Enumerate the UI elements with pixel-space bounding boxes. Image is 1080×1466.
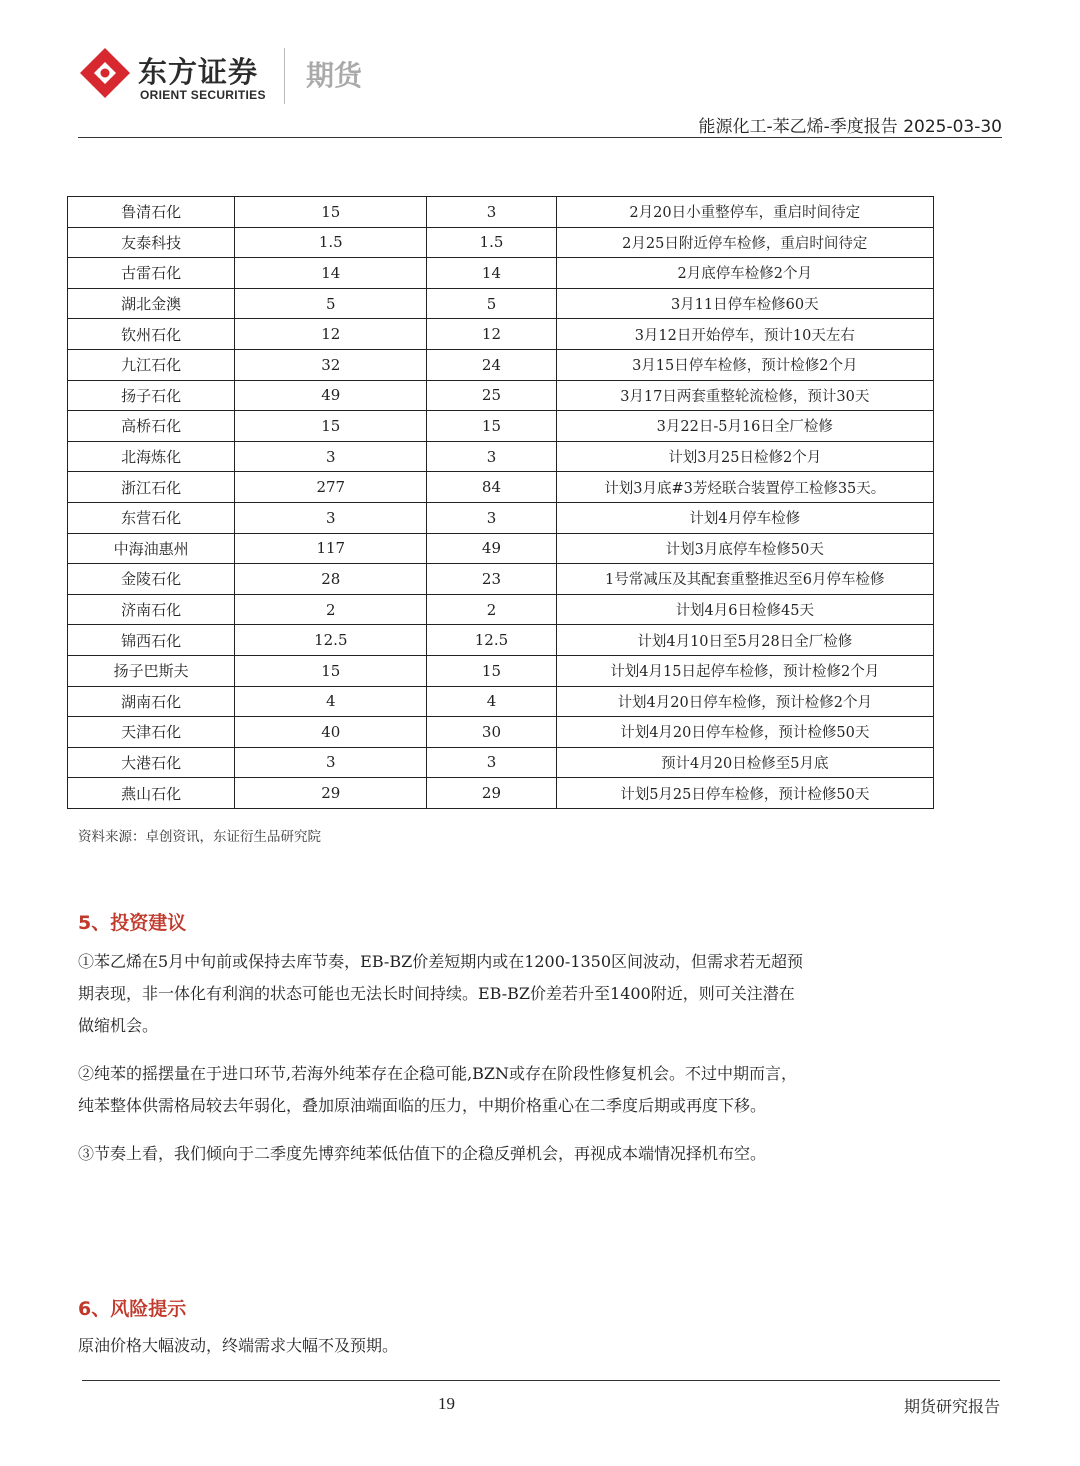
table-row [68,594,934,625]
maintenance-note-cell: 计划4月15日起停车检修，预计检修2个月 [556,655,933,686]
maintenance-note-cell: 计划4月10日至5月28日全厂检修 [556,625,933,656]
company-cell: 钦州石化 [68,319,235,350]
paragraph: ②纯苯的摇摆量在于进口环节,若海外纯苯存在企稳可能,BZN或存在阶段性修复机会。不过中期而言，纯苯整体供需格局较去年弱化，叠加原油端面临的压力，中期价格重心在二季度后期或再度下移。 [78,1064,798,1115]
capacity-cell: 12 [235,319,427,350]
company-cell: 扬子石化 [68,380,235,411]
affected-capacity-cell: 15 [427,655,556,686]
section-title-risk: 6、风险提示 [78,1298,187,1320]
table-row [68,380,934,411]
capacity-cell: 15 [235,411,427,442]
section-body-risk [78,1330,808,1362]
affected-capacity-cell: 4 [427,686,556,717]
maintenance-note-cell: 计划4月20日停车检修，预计检修2个月 [556,686,933,717]
affected-capacity-cell: 84 [427,472,556,503]
capacity-cell: 32 [235,349,427,380]
page-number: 19 [438,1394,455,1413]
company-cell: 浙江石化 [68,472,235,503]
affected-capacity-cell: 3 [427,197,556,228]
capacity-cell: 15 [235,655,427,686]
affected-capacity-cell: 3 [427,747,556,778]
capacity-cell: 277 [235,472,427,503]
affected-capacity-cell: 24 [427,349,556,380]
capacity-cell: 15 [235,197,427,228]
affected-capacity-cell: 23 [427,564,556,595]
brand-subtitle: 期货 [306,59,363,92]
company-cell: 天津石化 [68,717,235,748]
capacity-cell: 49 [235,380,427,411]
brand-divider [284,48,285,104]
maintenance-note-cell: 计划4月20日停车检修，预计检修50天 [556,717,933,748]
company-cell: 大港石化 [68,747,235,778]
table-row [68,258,934,289]
company-cell: 鲁清石化 [68,197,235,228]
maintenance-note-cell: 2月底停车检修2个月 [556,258,933,289]
table-row [68,472,934,503]
company-cell: 金陵石化 [68,564,235,595]
table-row [68,625,934,656]
affected-capacity-cell: 29 [427,778,556,809]
table-source-note: 资料来源：卓创资讯，东证衍生品研究院 [78,829,321,845]
maintenance-note-cell: 2月25日附近停车检修，重启时间待定 [556,227,933,258]
company-cell: 九江石化 [68,349,235,380]
brand-name-cn: 东方证券 [138,55,259,89]
company-cell: 济南石化 [68,594,235,625]
affected-capacity-cell: 5 [427,288,556,319]
maintenance-note-cell: 计划4月停车检修 [556,502,933,533]
company-cell: 古雷石化 [68,258,235,289]
company-cell: 锦西石化 [68,625,235,656]
company-cell: 湖北金澳 [68,288,235,319]
table-row [68,197,934,228]
footer-divider [82,1380,1000,1381]
affected-capacity-cell: 14 [427,258,556,289]
table-row [68,288,934,319]
company-cell: 高桥石化 [68,411,235,442]
company-cell: 友泰科技 [68,227,235,258]
footer-label: 期货研究报告 [903,1397,1000,1416]
section-body-investment [78,946,808,1170]
capacity-cell: 29 [235,778,427,809]
company-cell: 中海油惠州 [68,533,235,564]
maintenance-note-cell: 3月11日停车检修60天 [556,288,933,319]
maintenance-note-cell: 计划5月25日停车检修，预计检修50天 [556,778,933,809]
paragraph: 原油价格大幅波动，终端需求大幅不及预期。 [78,1336,399,1355]
maintenance-note-cell: 3月15日停车检修，预计检修2个月 [556,349,933,380]
table-row [68,686,934,717]
capacity-cell: 3 [235,502,427,533]
section-title-investment: 5、投资建议 [78,912,187,934]
company-cell: 东营石化 [68,502,235,533]
capacity-cell: 117 [235,533,427,564]
table-row [68,227,934,258]
capacity-cell: 1.5 [235,227,427,258]
affected-capacity-cell: 25 [427,380,556,411]
table-row [68,655,934,686]
affected-capacity-cell: 3 [427,441,556,472]
table-row [68,717,934,748]
affected-capacity-cell: 12 [427,319,556,350]
company-cell: 北海炼化 [68,441,235,472]
maintenance-note-cell: 2月20日小重整停车，重启时间待定 [556,197,933,228]
maintenance-note-cell: 3月12日开始停车，预计10天左右 [556,319,933,350]
capacity-cell: 4 [235,686,427,717]
affected-capacity-cell: 3 [427,502,556,533]
table-row [68,778,934,809]
capacity-cell: 3 [235,441,427,472]
capacity-cell: 28 [235,564,427,595]
table-row [68,747,934,778]
maintenance-note-cell: 计划3月25日检修2个月 [556,441,933,472]
table-row [68,533,934,564]
brand-name-en: ORIENT SECURITIES [140,88,266,102]
maintenance-note-cell: 计划3月底停车检修50天 [556,533,933,564]
affected-capacity-cell: 2 [427,594,556,625]
maintenance-note-cell: 3月22日-5月16日全厂检修 [556,411,933,442]
affected-capacity-cell: 12.5 [427,625,556,656]
paragraph: ③节奏上看，我们倾向于二季度先博弈纯苯低估值下的企稳反弹机会，再视成本端情况择机布空。 [78,1144,767,1163]
capacity-cell: 5 [235,288,427,319]
capacity-cell: 2 [235,594,427,625]
orient-securities-logo-icon [78,46,132,100]
company-cell: 燕山石化 [68,778,235,809]
report-title: 能源化工-苯乙烯-季度报告 2025-03-30 [698,117,1002,137]
capacity-cell: 12.5 [235,625,427,656]
capacity-cell: 40 [235,717,427,748]
table-row [68,564,934,595]
table-row [68,411,934,442]
company-cell: 扬子巴斯夫 [68,655,235,686]
maintenance-note-cell: 3月17日两套重整轮流检修，预计30天 [556,380,933,411]
maintenance-note-cell: 1号常减压及其配套重整推迟至6月停车检修 [556,564,933,595]
table-row [68,319,934,350]
paragraph: ①苯乙烯在5月中旬前或保持去库节奏，EB-BZ价差短期内或在1200-1350区间波动，但需求若无超预期表现，非一体化有利润的状态可能也无法长时间持续。EB-BZ价差若升至1400附近，则可关注潜在做缩机会。 [78,952,804,1035]
table-row [68,502,934,533]
table-row [68,349,934,380]
affected-capacity-cell: 1.5 [427,227,556,258]
company-cell: 湖南石化 [68,686,235,717]
maintenance-note-cell: 预计4月20日检修至5月底 [556,747,933,778]
maintenance-note-cell: 计划4月6日检修45天 [556,594,933,625]
header-divider [78,137,1002,138]
table-row [68,441,934,472]
capacity-cell: 14 [235,258,427,289]
maintenance-table-body [68,197,934,809]
page-header [78,40,1002,140]
maintenance-table [67,196,934,809]
capacity-cell: 3 [235,747,427,778]
affected-capacity-cell: 30 [427,717,556,748]
affected-capacity-cell: 15 [427,411,556,442]
maintenance-note-cell: 计划3月底#3芳烃联合装置停工检修35天。 [556,472,933,503]
affected-capacity-cell: 49 [427,533,556,564]
